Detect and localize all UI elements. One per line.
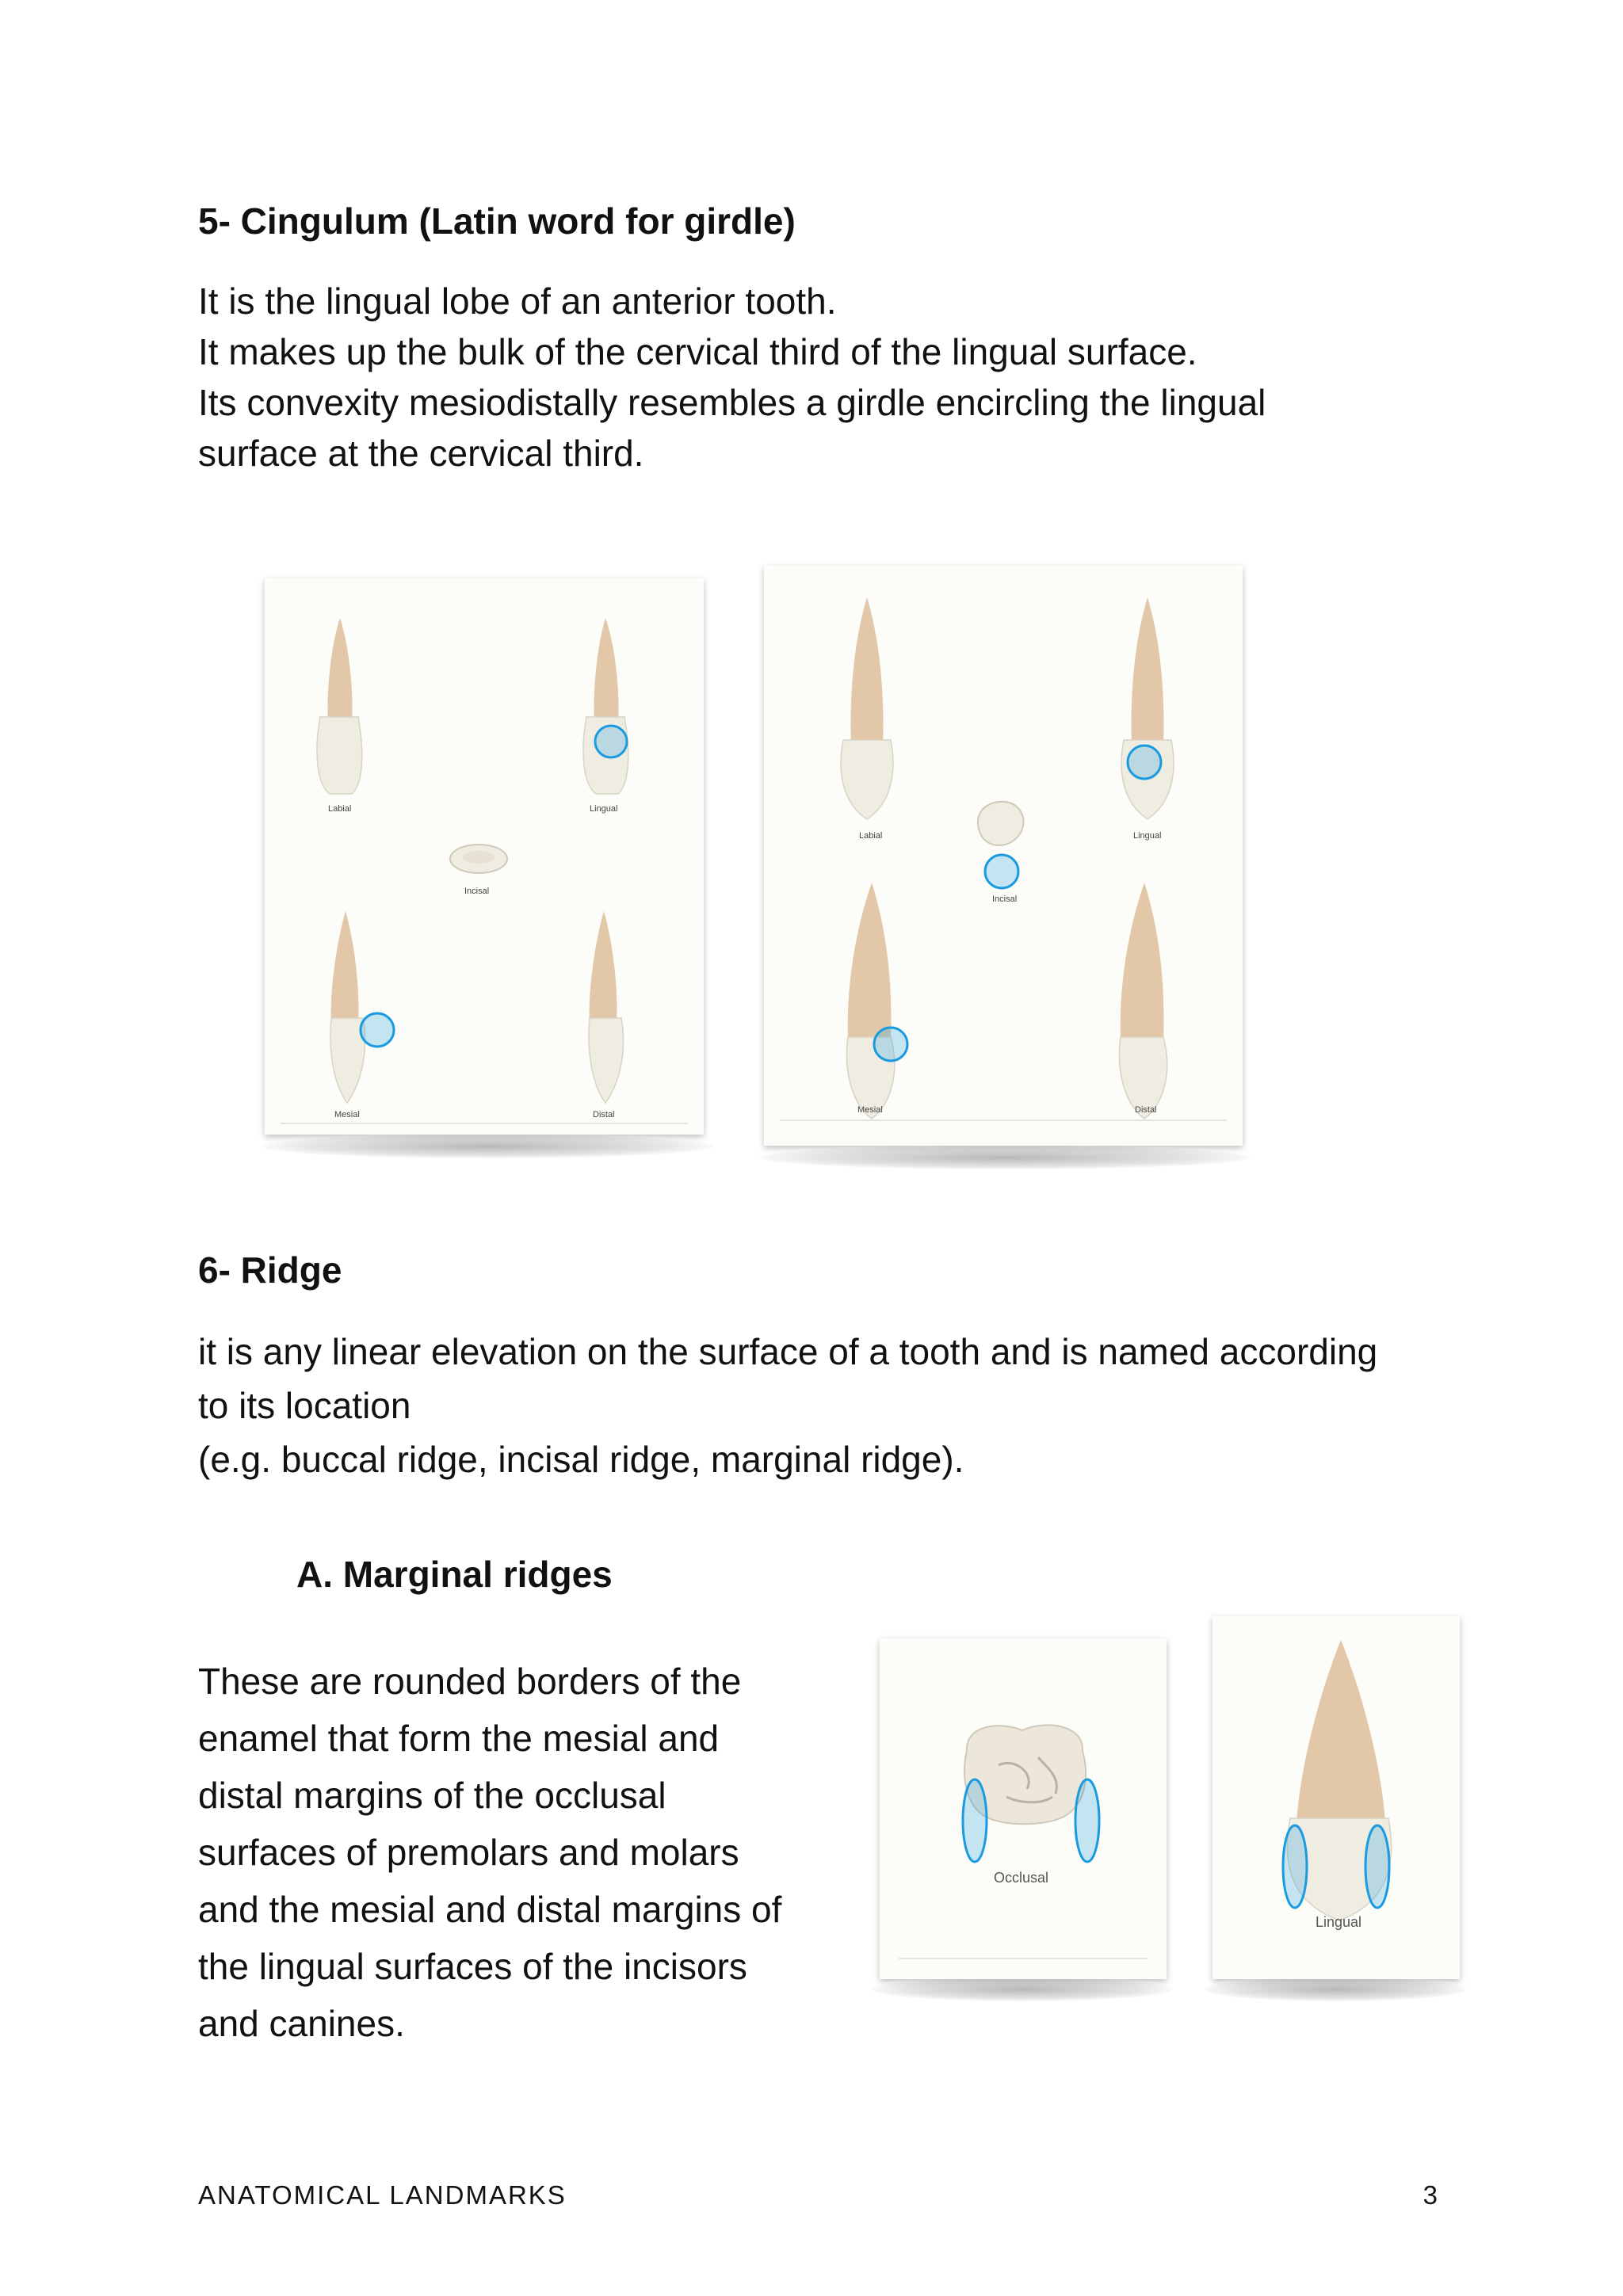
cingulum-highlight: [985, 855, 1018, 888]
tooth-distal-view: [1119, 883, 1167, 1119]
cingulum-paragraph: [198, 276, 1266, 479]
tooth-incisal-view: [978, 802, 1024, 888]
view-label-lingual: Lingual: [590, 804, 618, 814]
paragraph-line: to its location: [198, 1385, 411, 1426]
view-label-distal: Distal: [1135, 1105, 1157, 1115]
figure-shadow: [872, 1978, 1173, 2001]
footer-title: ANATOMICAL LANDMARKS: [198, 2180, 567, 2210]
cingulum-highlight: [874, 1028, 907, 1061]
paragraph-line: surface at the cervical third.: [198, 433, 644, 474]
tooth-labial-view: [317, 618, 362, 794]
paragraph-line: and canines.: [198, 2003, 405, 2044]
paragraph-line: distal margins of the occlusal: [198, 1775, 666, 1816]
canine-views-figure: [764, 566, 1243, 1146]
view-label-lingual: Lingual: [1316, 1914, 1362, 1930]
paragraph-line: It makes up the bulk of the cervical third of the lingual surface.: [198, 331, 1197, 372]
occlusal-view-figure: [880, 1638, 1167, 1979]
section-heading-ridge: 6- Ridge: [198, 1249, 342, 1291]
view-label-incisal: Incisal: [464, 887, 490, 896]
figure-shadow: [759, 1146, 1251, 1169]
view-label-mesial: Mesial: [334, 1110, 360, 1119]
cingulum-highlight: [595, 726, 627, 757]
view-label-mesial: Mesial: [857, 1105, 883, 1115]
paragraph-line: enamel that form the mesial and: [198, 1718, 720, 1759]
view-label-lingual: Lingual: [1133, 831, 1162, 841]
tooth-lingual-view: [1121, 597, 1174, 819]
view-label-incisal: Incisal: [992, 894, 1018, 904]
figure-shadow: [262, 1135, 713, 1158]
tooth-lingual-view: [583, 618, 628, 794]
tooth-distal-view: [589, 911, 624, 1103]
marginal-ridge-highlight: [963, 1779, 987, 1862]
view-label-labial: Labial: [859, 831, 883, 841]
paragraph-line: (e.g. buccal ridge, incisal ridge, marginal ridge).: [198, 1439, 964, 1480]
paragraph-line: surfaces of premolars and molars: [198, 1832, 739, 1873]
marginal-ridge-highlight: [1075, 1779, 1099, 1862]
paragraph-line: the lingual surfaces of the incisors: [198, 1946, 747, 1987]
marginal-ridges-paragraph: [198, 1653, 781, 2052]
cingulum-highlight: [1128, 746, 1161, 779]
view-label-labial: Labial: [328, 804, 352, 814]
view-label-occlusal: Occlusal: [994, 1870, 1049, 1886]
paragraph-line: Its convexity mesiodistally resembles a girdle encircling the lingual: [198, 382, 1266, 423]
section-heading-cingulum: 5- Cingulum (Latin word for girdle): [198, 200, 796, 242]
paragraph-line: These are rounded borders of the: [198, 1661, 742, 1702]
tooth-mesial-view: [330, 911, 394, 1103]
figure-shadow: [1205, 1978, 1466, 2001]
ridge-paragraph: [198, 1325, 1377, 1486]
paragraph-line: It is the lingual lobe of an anterior tooth.: [198, 280, 837, 322]
tooth-labial-view: [841, 597, 893, 819]
paragraph-line: it is any linear elevation on the surface of a tooth and is named according: [198, 1331, 1378, 1372]
incisor-views-figure: [265, 578, 704, 1135]
page-number: 3: [1423, 2180, 1438, 2210]
marginal-ridge-highlight: [1365, 1825, 1389, 1908]
lingual-view-figure: [1212, 1616, 1460, 1979]
tooth-incisal-view: [450, 845, 507, 873]
cingulum-highlight: [361, 1013, 394, 1047]
tooth-mesial-view: [846, 883, 907, 1119]
marginal-ridge-highlight: [1283, 1825, 1307, 1908]
view-label-distal: Distal: [593, 1110, 615, 1119]
paragraph-line: and the mesial and distal margins of: [198, 1889, 782, 1930]
subsection-heading-marginal-ridges: A. Marginal ridges: [296, 1554, 613, 1595]
